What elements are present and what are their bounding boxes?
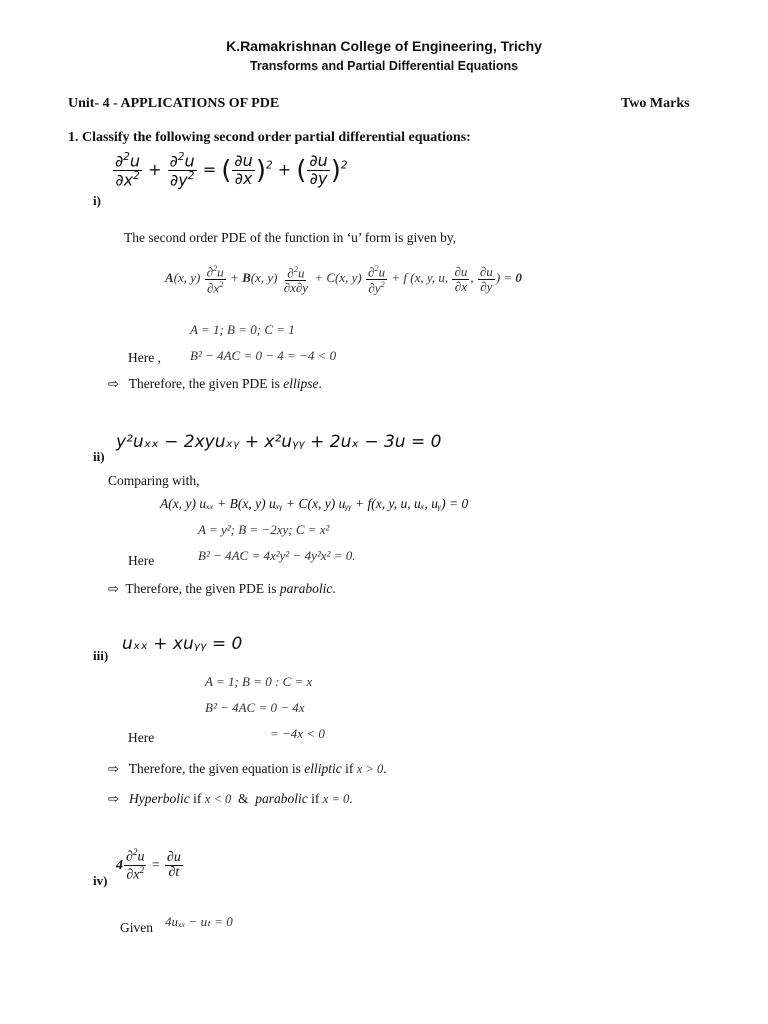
conclusion-ii: ⇨ Therefore, the given PDE is parabolic. bbox=[108, 581, 336, 597]
here-iii: Here bbox=[128, 730, 155, 745]
part-iv-label: iv) bbox=[93, 873, 108, 888]
discriminant-iii: B² − 4AC = 0 − 4x bbox=[205, 700, 305, 715]
discriminant-iii-result: = −4x < 0 bbox=[270, 726, 325, 741]
part-iii-label: iii) bbox=[93, 648, 109, 663]
coeffs-ii: A = y²; B = −2xy; C = x² bbox=[198, 522, 330, 537]
discriminant-i: B² − 4AC = 0 − 4 = −4 < 0 bbox=[190, 348, 337, 363]
arrow-icon: ⇨ bbox=[108, 762, 119, 777]
college-title: K.Ramakrishnan College of Engineering, Trichy bbox=[226, 38, 542, 54]
given-label: Given bbox=[120, 920, 153, 935]
unit-heading: Unit- 4 - APPLICATIONS OF PDE bbox=[68, 96, 280, 111]
here-ii: Here bbox=[128, 553, 155, 568]
part-i-intro: The second order PDE of the function in ‘u’ form is given by, bbox=[124, 230, 457, 245]
arrow-icon: ⇨ bbox=[108, 792, 119, 807]
discriminant-ii: B² − 4AC = 4x²y² − 4y²x² = 0. bbox=[198, 548, 356, 563]
two-marks-label: Two Marks bbox=[621, 96, 690, 111]
comparing-text: Comparing with, bbox=[108, 473, 200, 488]
subject-title: Transforms and Partial Differential Equations bbox=[249, 59, 519, 73]
question-text: 1. Classify the following second order partial differential equations: bbox=[68, 130, 471, 145]
coeffs-iii: A = 1; B = 0 : C = x bbox=[205, 674, 313, 689]
here-i: Here , bbox=[128, 350, 161, 365]
conclusion-i: ⇨ Therefore, the given PDE is ellipse. bbox=[108, 376, 322, 392]
arrow-icon: ⇨ bbox=[108, 377, 119, 392]
arrow-icon: ⇨ bbox=[108, 582, 119, 597]
given-equation: 4uₓₓ − uₜ = 0 bbox=[165, 914, 233, 929]
conclusion-iii: ⇨ Therefore, the given equation is elliptic if x > 0. bbox=[108, 761, 387, 777]
general-form-i: A(x, y) $\frac{\partial^2u}{\partial x^2}$ + B(x, y) $\frac{\partial^2u}{\partial x\partial y}$ + C(x, y) $\frac{\partial^2u}{\partial y^2}$ + f (x, y, u, $\frac{\partial u}{\partial x}$ , $\frac{\partial u}{\partial y}$ ) = 0 bbox=[165, 263, 522, 296]
part-ii-label: ii) bbox=[93, 449, 105, 464]
conclusion-iii-b: ⇨ Hyperbolic if x < 0 & parabolic if x = 0. bbox=[108, 791, 353, 807]
equation-ii: y²uₓₓ − 2xyuₓᵧ + x²uᵧᵧ + 2uₓ − 3u = 0 bbox=[116, 432, 442, 452]
equation-i: $\frac{\partial^2u}{\partial x^2}$ + $\frac{\partial^2u}{\partial y^2}$ = ( $\frac{\partial u}{\partial x}$ )$^2$ + ( $\frac{\partial u}{\partial y}$ )$^2$ bbox=[115, 151, 348, 190]
equation-iv: 4 $\frac{\partial^2u}{\partial x^2}$ = $\frac{\partial u}{\partial t}$ bbox=[116, 847, 181, 883]
general-form-ii: A(x, y) uₓₓ + B(x, y) uₓᵧ + C(x, y) uᵧᵧ + f(x, y, u, uₓ, uᵧ) = 0 bbox=[160, 496, 469, 511]
equation-iii: uₓₓ + xuᵧᵧ = 0 bbox=[122, 634, 243, 654]
part-i-label: i) bbox=[93, 193, 101, 208]
coeffs-i: A = 1; B = 0; C = 1 bbox=[190, 322, 295, 337]
